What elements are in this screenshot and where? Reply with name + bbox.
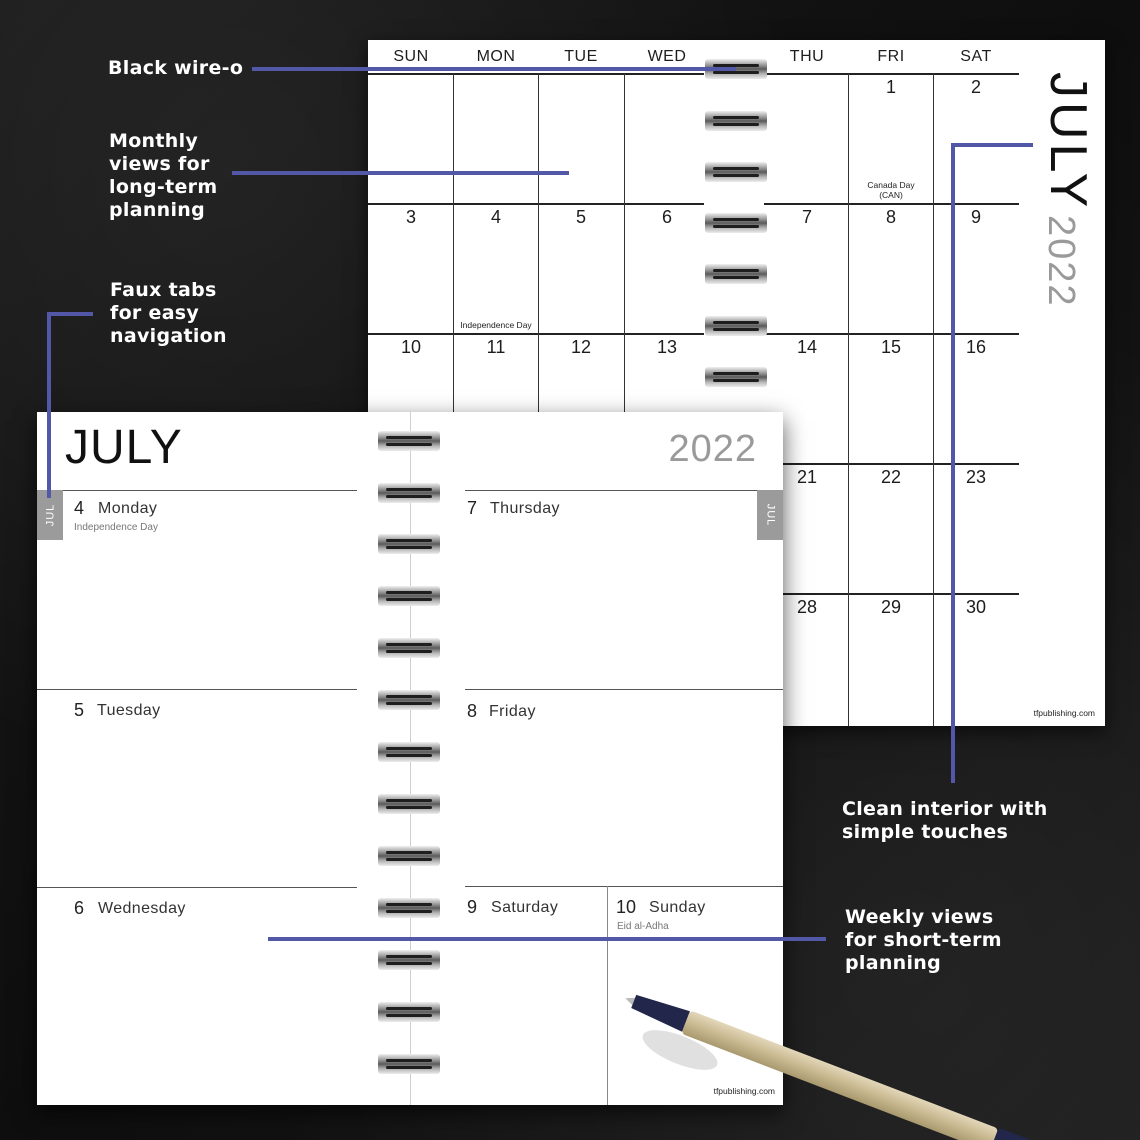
day-number: 7 — [467, 498, 478, 518]
month-date[interactable]: 16 — [965, 337, 987, 357]
month-date[interactable]: 1 — [885, 77, 896, 97]
week-row-rule — [368, 333, 704, 335]
wire-ring — [378, 483, 440, 503]
day-divider — [465, 490, 757, 491]
month-date[interactable]: 6 — [661, 207, 672, 227]
monthly-footer-website: tfpublishing.com — [1033, 708, 1095, 718]
day-divider — [37, 887, 357, 888]
day-of-week-header: MON — [476, 48, 516, 65]
leader-line-tabs-h — [47, 312, 93, 316]
wire-ring — [705, 162, 767, 182]
callout-monthly-views: Monthly views for long-term planning — [109, 130, 218, 221]
day-number: 10 — [616, 897, 637, 917]
day-number: 4 — [74, 498, 85, 518]
day-column-rule — [933, 73, 934, 726]
tab-label: JUL — [764, 503, 776, 527]
pen-image — [620, 985, 1140, 1140]
day-number: 8 — [467, 701, 478, 721]
day-name: Sunday — [649, 899, 706, 916]
day-of-week-header: SUN — [393, 48, 429, 65]
monthly-month-title: JULY — [1039, 72, 1097, 212]
month-date[interactable]: 13 — [656, 337, 678, 357]
holiday-label: Independence Day — [460, 320, 532, 330]
day-name: Tuesday — [97, 702, 161, 719]
month-date[interactable]: 21 — [796, 467, 818, 487]
day-name: Wednesday — [98, 900, 186, 917]
month-date[interactable]: 15 — [880, 337, 902, 357]
wire-ring — [705, 213, 767, 233]
day-number: 6 — [74, 898, 85, 918]
wire-ring — [705, 111, 767, 131]
leader-line-interior-v — [951, 143, 955, 783]
leader-line-interior-h — [951, 143, 1033, 147]
month-date[interactable]: 7 — [801, 207, 812, 227]
callout-clean-interior: Clean interior with simple touches — [842, 798, 1048, 843]
week-row-rule — [368, 203, 704, 205]
wire-ring — [378, 431, 440, 451]
month-date[interactable]: 11 — [486, 337, 506, 357]
day-number: 9 — [467, 897, 478, 917]
month-tab-right[interactable] — [757, 490, 783, 540]
day-column-rule — [848, 73, 849, 726]
day-divider — [37, 689, 357, 690]
day-number: 5 — [74, 700, 85, 720]
day-of-week-header: FRI — [877, 48, 905, 65]
day-name: Friday — [489, 703, 536, 720]
leader-line-weekly — [268, 937, 826, 941]
leader-line-tabs-v — [47, 312, 51, 498]
wire-ring — [378, 1054, 440, 1074]
week-row-rule — [764, 333, 1019, 335]
wire-ring — [378, 638, 440, 658]
month-date[interactable]: 23 — [965, 467, 987, 487]
week-row-rule — [764, 463, 1019, 465]
day-of-week-header: THU — [789, 48, 825, 65]
day-name: Saturday — [491, 899, 559, 916]
weekend-divider — [607, 886, 608, 1105]
day-divider — [465, 886, 783, 887]
month-date[interactable]: 12 — [570, 337, 592, 357]
month-date[interactable]: 14 — [796, 337, 818, 357]
month-date[interactable]: 22 — [880, 467, 902, 487]
holiday-label: Canada Day (CAN) — [867, 180, 915, 200]
month-date[interactable]: 5 — [575, 207, 586, 227]
weekly-year-title: 2022 — [668, 428, 757, 470]
weekly-footer-website: tfpublishing.com — [713, 1086, 775, 1096]
day-of-week-header: SAT — [960, 48, 992, 65]
wire-ring — [378, 794, 440, 814]
holiday-label: Independence Day — [74, 522, 158, 533]
wire-ring — [378, 742, 440, 762]
wire-ring — [378, 1002, 440, 1022]
day-name: Thursday — [490, 500, 560, 517]
callout-weekly-views: Weekly views for short-term planning — [845, 906, 1002, 974]
leader-line-wire — [252, 67, 736, 71]
weekly-month-title: JULY — [65, 421, 183, 474]
month-date[interactable]: 9 — [970, 207, 981, 227]
week-row-rule — [368, 73, 704, 75]
wire-ring — [378, 534, 440, 554]
week-row-rule — [764, 73, 1019, 75]
week-row-rule — [764, 203, 1019, 205]
day-of-week-header: TUE — [564, 48, 598, 65]
callout-black-wire-o: Black wire-o — [108, 57, 244, 79]
month-date[interactable]: 2 — [970, 77, 981, 97]
holiday-label: Eid al-Adha — [617, 921, 669, 932]
callout-faux-tabs: Faux tabs for easy navigation — [110, 279, 227, 347]
wire-ring — [705, 316, 767, 336]
wire-ring — [378, 690, 440, 710]
wire-ring — [378, 586, 440, 606]
month-date[interactable]: 8 — [885, 207, 896, 227]
month-date[interactable]: 3 — [405, 207, 416, 227]
month-date[interactable]: 4 — [490, 207, 501, 227]
wire-ring — [378, 846, 440, 866]
wire-ring — [705, 264, 767, 284]
monthly-year-title: 2022 — [1040, 215, 1082, 308]
wire-ring — [705, 367, 767, 387]
leader-line-monthly — [232, 171, 569, 175]
tab-label: JUL — [44, 503, 56, 527]
month-date[interactable]: 28 — [796, 597, 818, 617]
day-name: Monday — [98, 500, 158, 517]
day-of-week-header: WED — [647, 48, 687, 65]
month-date[interactable]: 29 — [880, 597, 902, 617]
month-date[interactable]: 10 — [400, 337, 422, 357]
wire-ring — [378, 898, 440, 918]
week-row-rule — [764, 593, 1019, 595]
day-divider — [63, 490, 357, 491]
day-divider — [465, 689, 783, 690]
wire-ring — [378, 950, 440, 970]
month-date[interactable]: 30 — [965, 597, 987, 617]
